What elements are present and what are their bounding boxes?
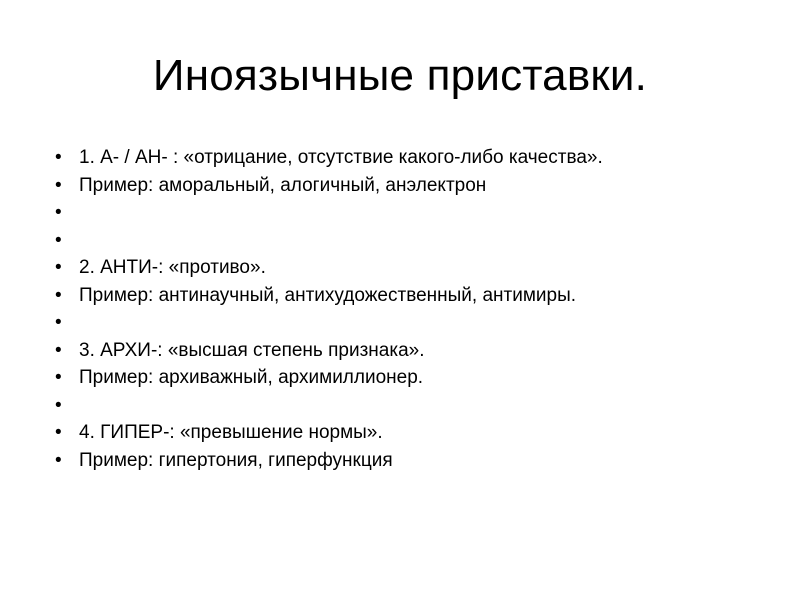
bullet-item bbox=[55, 254, 775, 282]
bullet-text: Пример: аморальный, алогичный, анэлектрон bbox=[79, 174, 487, 196]
bullet-text: 4. ГИПЕР-: «превышение нормы». bbox=[79, 422, 383, 443]
bullet-item bbox=[55, 172, 775, 200]
bullet-icon: • bbox=[55, 202, 62, 223]
bullet-icon: • bbox=[55, 174, 62, 196]
slide-title: Иноязычные приставки. bbox=[152, 51, 648, 100]
bullet-item bbox=[55, 392, 775, 420]
bullet-item bbox=[55, 227, 775, 255]
bullet-icon: • bbox=[55, 394, 62, 416]
bullet-item bbox=[55, 447, 775, 475]
bullet-text: 3. АРХИ-: «высшая степень признака». bbox=[79, 339, 425, 361]
bullet-item bbox=[55, 309, 775, 337]
bullet-text: Пример: антинаучный, антихудожественный, антимиры. bbox=[79, 284, 577, 306]
bullet-icon: • bbox=[55, 422, 62, 443]
bullet-list bbox=[55, 144, 775, 474]
bullet-icon: • bbox=[55, 339, 62, 361]
bullet-icon: • bbox=[55, 367, 62, 388]
bullet-icon: • bbox=[55, 284, 62, 306]
bullet-icon: • bbox=[55, 147, 62, 168]
bullet-text: Пример: архиважный, архимиллионер. bbox=[79, 367, 424, 388]
bullet-icon: • bbox=[55, 312, 62, 333]
bullet-text: Пример: гипертония, гиперфункция bbox=[79, 449, 393, 471]
bullet-text: 1. А- / АН- : «отрицание, отсутствие какого-либо качества». bbox=[79, 147, 603, 168]
bullet-text: 2. АНТИ-: «противо». bbox=[79, 257, 266, 278]
bullet-item bbox=[55, 144, 775, 172]
bullet-icon: • bbox=[55, 257, 62, 278]
bullet-icon: • bbox=[55, 229, 62, 251]
bullet-item bbox=[55, 419, 775, 447]
bullet-item bbox=[55, 337, 775, 365]
bullet-item bbox=[55, 282, 775, 310]
bullet-item bbox=[55, 199, 775, 227]
bullet-icon: • bbox=[55, 449, 62, 471]
bullet-item bbox=[55, 364, 775, 392]
